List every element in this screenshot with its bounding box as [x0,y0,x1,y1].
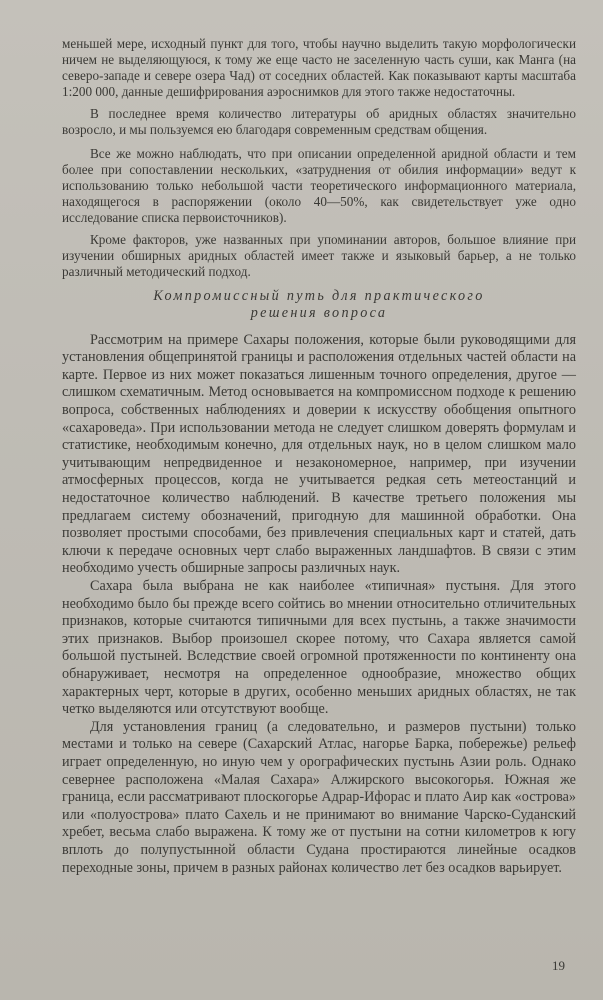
paragraph-sahara-choice: Сахара была выбрана не как наиболее «типичная» пустыня. Для этого необходимо было бы прежде всего сойтись во мнении относительно отличительных признаков, которые считаются типичными для всех пустынь, а также значимости этих признаков. Выбор произошел скорее потому, что Сахара является самой большой пустыней. Вследствие своей огромной протяженности по континенту она обнаруживает, несмотря на определенное однообразие, множество общих характерных черт, которые в других, особенно меньших аридных областях, не так четко выделяются или отсутствуют вообще. [62,578,576,718]
page-number: 19 [552,958,565,973]
paragraph-continued: меньшей мере, исходный пункт для того, чтобы научно выделить такую морфологически ничем не выделяющуюся, к тому же еще часто не заселенную часть суши, как Манга (на северо-западе и севере озера Чад) от соседних областей. Как показывают карты масштаба 1:200 000, данные дешифрирования аэроснимков для этого также недостаточны. [62,36,576,99]
paragraph-borders: Для установления границ (а следовательно, и размеров пустыни) только местами и только на севере (Сахарский Атлас, нагорье Барка, побережье) рельеф играет определенную, но иную чем у орографических пустынь Азии роль. Однако севернее расположена «Малая Сахара» Алжирского высокогорья. Южная же граница, если рассматривают плоскогорье Адрар-Ифорас и плато Аир как «острова» или «полуострова» плато Сахель и не принимают во внимание Чарско-Суданский хребет, весьма слабо выражена. К тому же от пустыни на сотни километров к югу вплоть до полупустынной области Судана простираются линейные осадков переходные зоны, причем в разных районах количество лет без осадков варьирует. [62,718,576,876]
paragraph-information: Все же можно наблюдать, что при описании определенной аридной области и тем более при сопоставлении нескольких, «затруднения от обилия информации» ведут к использованию только небольшой части теоретического информационного материала, находящегося в распоряжении (около 40—50%, как свидетельствует уже одно исследование списка первоисточников). [62,146,576,226]
section-heading-line-1: Компромиссный путь для практического [153,287,485,304]
section-heading-line-2: решения вопроса [250,304,388,321]
section-heading [62,280,576,332]
page-body [62,36,576,877]
paragraph-literature: В последнее время количество литературы об аридных областях значительно возросло, и мы пользуемся ею благодаря современным средствам общения. [62,105,576,137]
paragraph-method: Рассмотрим на примере Сахары положения, которые были руководящими для установления общепринятой границы и расположения отдельных частей области на карте. Первое из них может показаться лишенным точного определения, другое — слишком схематичным. Метод основывается на компромиссном подходе к решению вопроса, собственных наблюдениях и доверии к искусству обобщения опытного «сахароведа». При использовании метода не следует слишком доверять формулам и статистике, необходимым конечно, для отдельных наук, но в целом слишком мало учитывающим непредвиденное и незакономерное, например, при изучении атмосферных процессов, когда не учитывается редкая сеть метеостанций и недостаточное количество наблюдений. В качестве третьего положения мы предлагаем систему обозначений, пригодную для машинной обработки. Она позволяет простыми способами, без привлечения специальных карт и статей, дать ключи к передаче основных черт слабо выраженных ландшафтов. В связи с этим необходимо учесть обширные запросы различных наук. [62,331,576,577]
paragraph-language-barrier: Кроме факторов, уже названных при упоминании авторов, большое влияние при изучении обширных аридных областей имеет также и языковый барьер, а не только различный методический подход. [62,231,576,279]
